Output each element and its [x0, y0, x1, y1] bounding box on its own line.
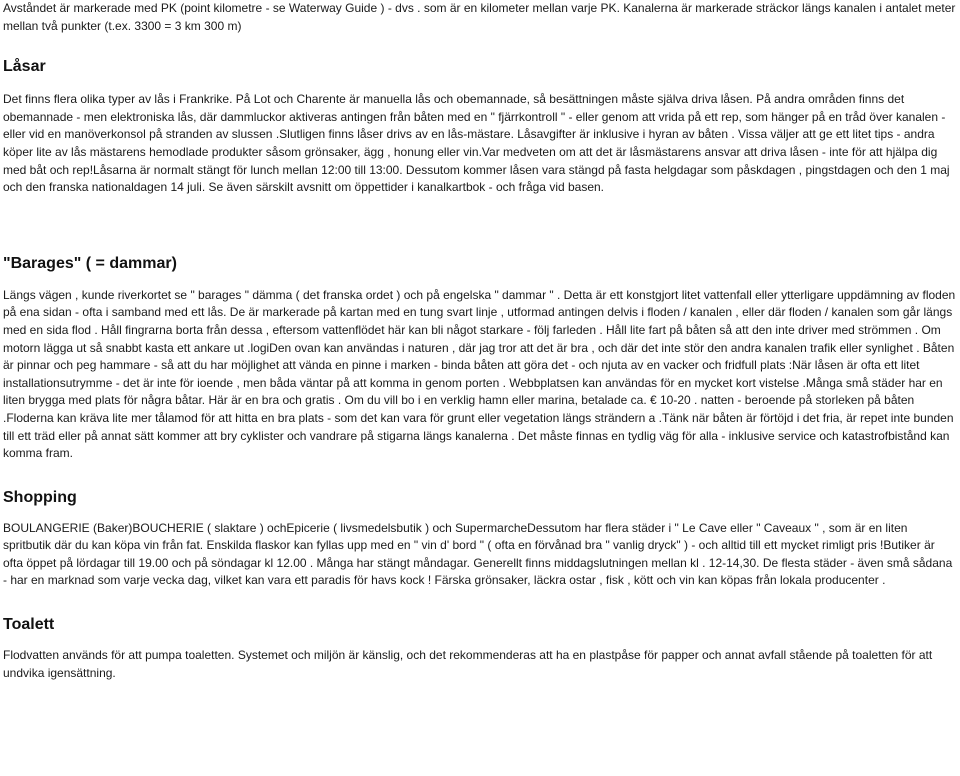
- paragraph-lasar: Det finns flera olika typer av lås i Frankrike. På Lot och Charente är manuella lås och obemannade, så besättningen måste själva driva låsen. På andra områden finns det obemannade - men elektroniska lås, där dammluckor aktiveras antingen från båten med en " fjärrkontroll " - eller genom att vrida på ett rep, som hänger på en tråd över kanalen - eller vid en manöverkonsol på stranden av slussen .Slutligen finns låser drivs av en lås-mästare. Låsavgifter är inklusive i hyran av båten . Vissa väljer att ge ett litet tips - andra köper lite av lås mästarens hemodlade produkter såsom grönsaker, ägg , honung eller vin.Var medveten om att det är låsmästarens ansvar att driva låsen - inte för att hjälpa dig med båt och rep!Låsarna är normalt stängt för lunch mellan 12:00 till 13:00. Dessutom kommer låsen vara stängd på fasta helgdagar som påskdagen , pingstdagen och den 1 maj och den franska nationaldagen 14 juli. Se även särskilt avsnitt om öppettider i kanalkartbok - och fråga vid basen.: [3, 92, 950, 195]
- paragraph-shopping: BOULANGERIE (Baker)BOUCHERIE ( slaktare ) ochEpicerie ( livsmedelsbutik ) och SupermarcheDessutom har flera städer i " Le Cave eller " Caveaux " , som är en liten spritbutik där du kan köpa vin från fat. Enskilda flaskor kan fyllas upp med en " vin d' bord " ( ofta en förvånad bra " vanlig dryck" ) - och alltid till ett mycket rimligt pris !Butiker är ofta öppet på lördagar till 19.00 och på söndagar kl 12.00 . Många har stängt måndagar. Generellt finns middagslutningen mellan kl . 12-14,30. De flesta städer - även små sådana - har en marknad som varje vecka dag, vilket kan vara ett paradis för havs kock ! Färska grönsaker, läckra ostar , fisk , kött och vin kan köpas från lokala producenter .: [3, 520, 953, 588]
- heading-lasar: Låsar: [3, 58, 46, 76]
- heading-shopping: Shopping: [3, 488, 77, 506]
- document-page: [3, 0, 958, 682]
- paragraph-toalett: Flodvatten används för att pumpa toaletten. Systemet och miljön är känslig, och det rekommenderas att ha en plastpåse för papper och annat avfall stående på toaletten för att undvika igensättning.: [3, 648, 933, 680]
- intro-paragraph: Avståndet är markerade med PK (point kilometre - se Waterway Guide ) - dvs . som är en kilometer mellan varje PK. Kanalerna är markerade sträckor längs kanalen i antalet meter mellan två punkter (t.ex. 3300 = 3 km 300 m): [3, 1, 956, 33]
- heading-toalett: Toalett: [3, 616, 55, 634]
- paragraph-barages: Längs vägen , kunde riverkortet se " barages " dämma ( det franska ordet ) och på engelska " dammar " . Detta är ett konstgjort litet vattenfall eller ytterligare uppdämning av floden på ena sidan - ofta i samband med ett lås. De är markerade på kartan med en tung svart linje , utformad antingen delvis i floden / kanalen , eller där floden / kanalen som går längs med en sida flod . Håll fingrarna borta från dessa , eftersom vattenflödet här kan bli något starkare - följ farleden . Håll lite fart på båten så att den inte driver med strömmen . Om motorn lägga ut så snabbt kasta ett ankare ut .logiDen ovan kan användas i naturen , där jag tror att det är bra , och där det inte stör den andra kanalen trafik eller synlighet . Båten är pinnar och peg hammare - så att du har möjlighet att vända en pinne i marken - binda båten att göra det - och njuta av en vacker och fridfull plats :När låsen är ofta ett litet installationsutrymme - det är inte för ioende , men båda väntar på att komma in genom porten . Webbplatsen kan användas för en mycket kort vistelse .Många små städer har en liten brygga med plats för några båtar. Här är en bra och gratis . Om du vill bo i en verklig hamn eller marina, betalade ca. € 10-20 . natten - beroende på storleken på båten .Floderna kan kräva lite mer tålamod för att hitta en bra plats - som det kan vara för grunt eller vegetation längs strändern a .Tänk när båten är förtöjd i det fria, är repet inte bunden till ett träd eller på annat sätt kommer att bry cyklister och vandrare på stigarna längs kanalerna . Det måste finnas en tydlig väg för alla - inklusive service och katastrofbistånd kan komma fram.: [3, 287, 956, 461]
- heading-barages: "Barages" ( = dammar): [3, 254, 177, 272]
